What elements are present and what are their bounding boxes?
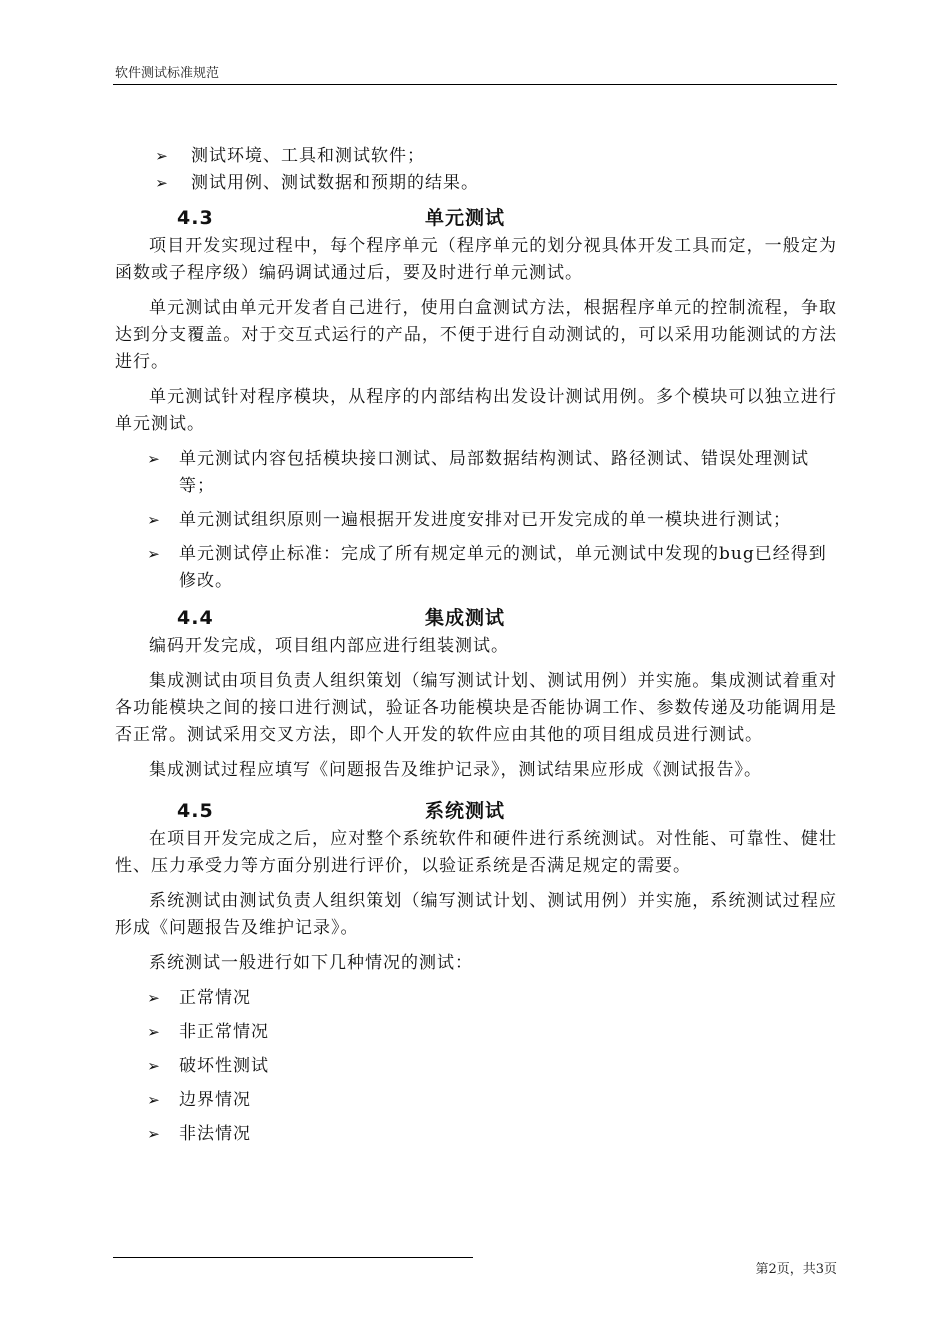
paragraph: 集成测试过程应填写《问题报告及维护记录》，测试结果应形成《测试报告》。 bbox=[149, 760, 762, 780]
arrow-bullet-icon: ➢ bbox=[155, 174, 169, 192]
list-item-text: 破坏性测试 bbox=[179, 1056, 269, 1076]
section-heading bbox=[115, 599, 837, 633]
section-number: 4.3 bbox=[177, 207, 214, 229]
page-number: 第2页，共3页 bbox=[755, 1262, 837, 1277]
list-item bbox=[153, 170, 837, 197]
list-item-text: 单元测试停止标准：完成了所有规定单元的测试，单元测试中发现的bug已经得到修改。 bbox=[179, 544, 827, 591]
arrow-bullet-icon: ➢ bbox=[147, 1023, 161, 1041]
paragraph: 编码开发完成，项目组内部应进行组装测试。 bbox=[149, 636, 509, 656]
list-item bbox=[145, 1087, 837, 1114]
arrow-bullet-icon: ➢ bbox=[147, 511, 161, 529]
arrow-bullet-icon: ➢ bbox=[147, 1057, 161, 1075]
list-item-text: 非法情况 bbox=[179, 1124, 251, 1144]
page-content bbox=[115, 143, 837, 1148]
section-title: 集成测试 bbox=[425, 607, 506, 629]
list-item-text: 单元测试内容包括模块接口测试、局部数据结构测试、路径测试、错误处理测试等； bbox=[179, 449, 809, 496]
list-item bbox=[145, 541, 837, 595]
arrow-bullet-icon: ➢ bbox=[147, 450, 161, 468]
paragraph: 单元测试针对程序模块，从程序的内部结构出发设计测试用例。多个模块可以独立进行单元测试。 bbox=[115, 387, 837, 434]
paragraph: 系统测试一般进行如下几种情况的测试： bbox=[149, 953, 473, 973]
list-item-text: 单元测试组织原则一遍根据开发进度安排对已开发完成的单一模块进行测试； bbox=[179, 510, 791, 530]
arrow-bullet-icon: ➢ bbox=[147, 989, 161, 1007]
list-item bbox=[153, 143, 837, 170]
paragraph: 在项目开发完成之后，应对整个系统软件和硬件进行系统测试。对性能、可靠性、健壮性、压力承受力等方面分别进行评价，以验证系统是否满足规定的需要。 bbox=[115, 829, 837, 876]
list-item-text: 边界情况 bbox=[179, 1090, 251, 1110]
list-item bbox=[145, 1053, 837, 1080]
list-item bbox=[145, 1121, 837, 1148]
paragraph: 项目开发实现过程中，每个程序单元（程序单元的划分视具体开发工具而定，一般定为函数或子程序级）编码调试通过后，要及时进行单元测试。 bbox=[115, 236, 837, 283]
list-item-text: 正常情况 bbox=[179, 988, 251, 1008]
section-title: 单元测试 bbox=[425, 207, 506, 229]
section-number: 4.5 bbox=[177, 800, 214, 822]
paragraph: 单元测试由单元开发者自己进行，使用白盒测试方法，根据程序单元的控制流程，争取达到分支覆盖。对于交互式运行的产品，不便于进行自动测试的，可以采用功能测试的方法进行。 bbox=[115, 298, 837, 372]
list-item bbox=[145, 1019, 837, 1046]
paragraph: 系统测试由测试负责人组织策划（编写测试计划、测试用例）并实施，系统测试过程应形成《问题报告及维护记录》。 bbox=[115, 891, 837, 938]
section-number: 4.4 bbox=[177, 607, 214, 629]
footnote-rule bbox=[113, 1257, 473, 1258]
paragraph: 集成测试由项目负责人组织策划（编写测试计划、测试用例）并实施。集成测试着重对各功能模块之间的接口进行测试，验证各功能模块是否能协调工作、参数传递及功能调用是否正常。测试采用交叉方法，即个人开发的软件应由其他的项目组成员进行测试。 bbox=[115, 671, 837, 745]
arrow-bullet-icon: ➢ bbox=[147, 1091, 161, 1109]
section-title: 系统测试 bbox=[425, 800, 506, 822]
arrow-bullet-icon: ➢ bbox=[155, 147, 169, 165]
list-item-text: 非正常情况 bbox=[179, 1022, 269, 1042]
arrow-bullet-icon: ➢ bbox=[147, 1125, 161, 1143]
list-item-text: 测试环境、工具和测试软件； bbox=[191, 146, 425, 166]
header-rule bbox=[113, 84, 837, 85]
list-item bbox=[145, 507, 837, 534]
section-heading bbox=[115, 199, 837, 233]
page-header-title: 软件测试标准规范 bbox=[115, 66, 220, 81]
arrow-bullet-icon: ➢ bbox=[147, 545, 161, 563]
list-item bbox=[145, 446, 837, 500]
list-item bbox=[145, 985, 837, 1012]
section-heading bbox=[115, 792, 837, 826]
list-item-text: 测试用例、测试数据和预期的结果。 bbox=[191, 173, 479, 193]
